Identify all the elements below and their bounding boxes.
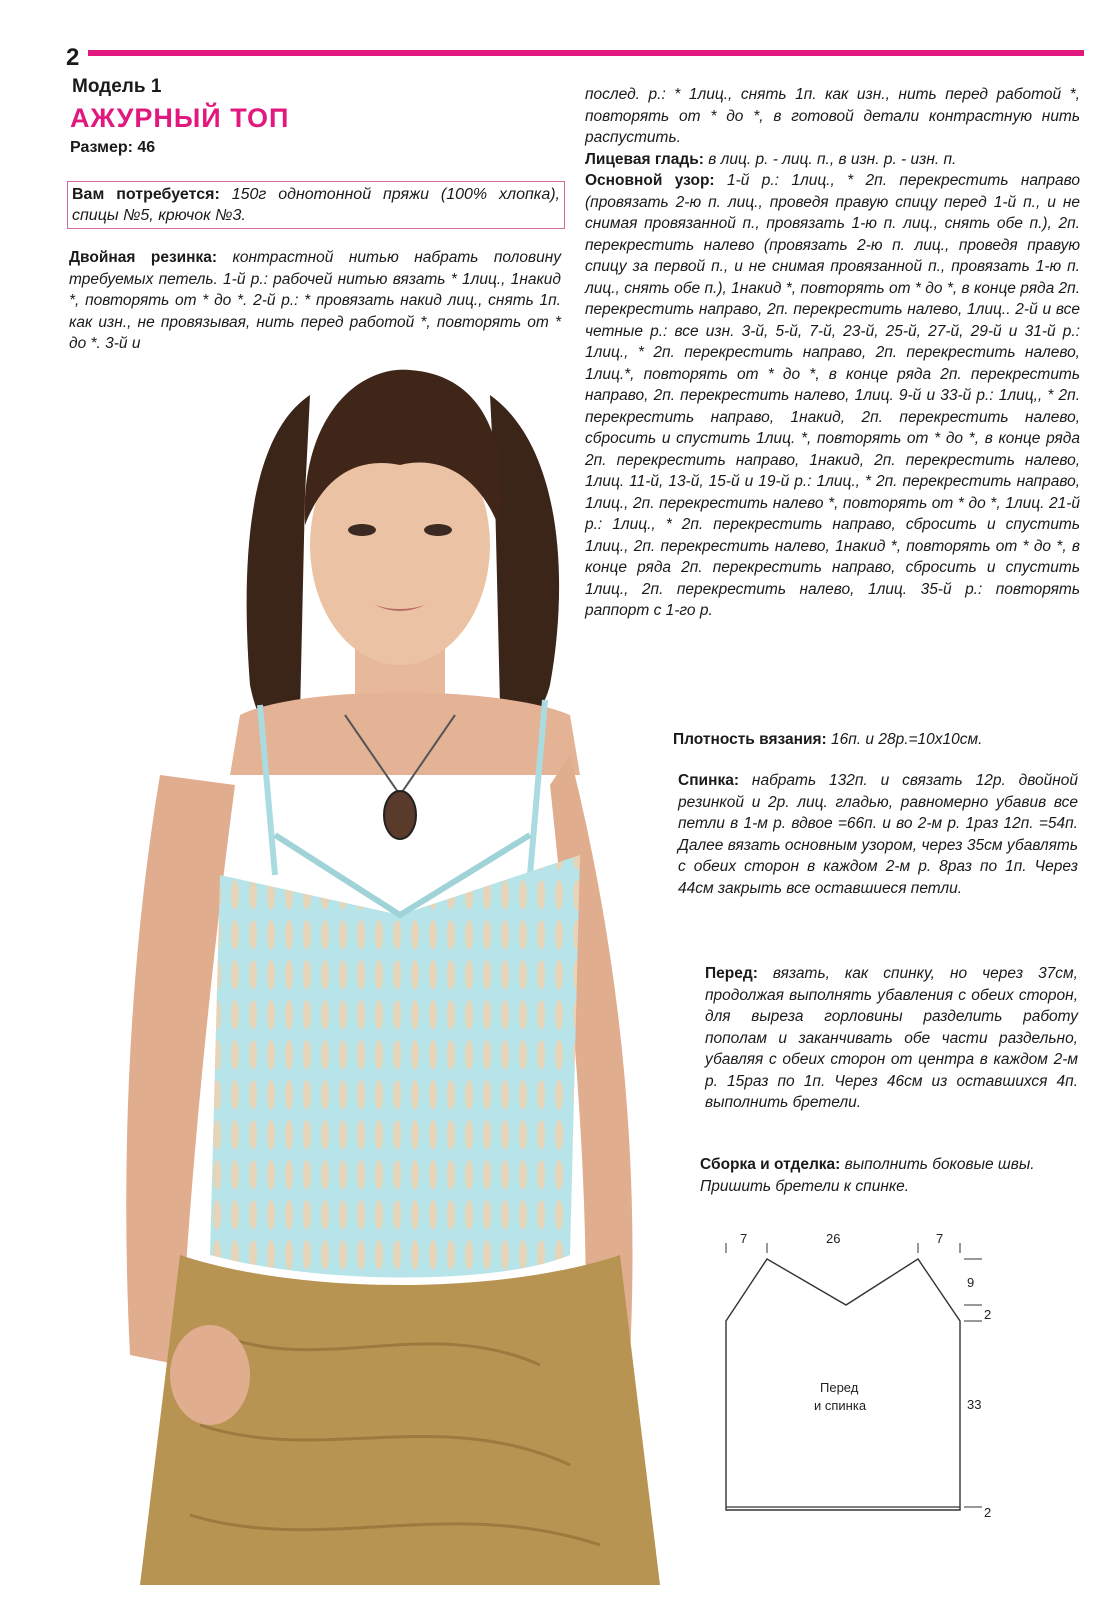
dim-neck-width: 26 bbox=[826, 1231, 841, 1246]
right-eye bbox=[424, 524, 452, 536]
front-text: вязать, как спинку, но через 37см, продолжая выполнять убавления с обеих сторон, для выреза горловины разделить работу пополам и заканчивать обе части раздельно, убавляя с обеих сторон от центра в каждом 2-м р. 15раз по 1п. Через 46см из оставшихся 4п. выполнить бретели. bbox=[705, 965, 1078, 1111]
pendant bbox=[384, 791, 416, 839]
dim-armhole-step: 2 bbox=[984, 1307, 992, 1322]
model-label: Модель 1 bbox=[72, 76, 162, 97]
header-rule bbox=[88, 50, 1084, 56]
dim-rib-height: 2 bbox=[984, 1505, 992, 1520]
front-paragraph bbox=[705, 963, 1078, 1114]
hair-back bbox=[247, 395, 310, 732]
page-number: 2 bbox=[66, 44, 80, 71]
main-pattern-text: 1-й р.: 1лиц., * 2п. перекрестить направо (провязать 2-ю п. лиц., проведя правую спицу перед 1-й п., и не снимая провязанной п., провязать 1-ю п. лиц., снять обе п.), 2п. перекрестить налево (провязать 2-ю п. лиц., проведя правую спицу за первой п., и не снимая провязанной п., провязать 1-ю п. лиц., снять обе п.), 1накид *, повторять от * до *, в конце ряда 2п. перекрестить направо, 2п. перекрестить налево, 1лиц.. 2-й и все четные р.: все изн. 3-й, 5-й, 7-й, 23-й, 25-й, 27-й, 29-й и 31-й р.: 1лиц., * 2п. перекрестить направо, 2п. перекрестить налево, 1лиц.*, повторять от * до *, в конце ряда 2п. перекрестить направо, 2п. перекрестить налево, 1лиц. 9-й и 33-й р.: 1лиц,, * 2п. перекрестить направо, 1накид, 2п. перекрестить налево, сбросить и спустить 1лиц. *, повторять от * до *, в конце ряда 2п. перекрестить направо, 1накид, 2п. перекрестить налево, 1лиц. 11-й, 13-й, 15-й и 19-й р.: 1лиц., * 2п. перекрестить направо, 1лиц., 2п. перекрестить налево *, повторять от * до *, 1лиц. 21-й р.: 1лиц., * 2п. перекрестить направо, сбросить и спустить 1лиц., 2п. перекрестить налево, 1накид *, повторять от * до *, в конце ряда 2п. перекрестить направо, сбросить и спустить 1лиц., 2п. перекрестить налево, 1лиц. 35-й р.: повторять раппорт с 1-го р. bbox=[585, 172, 1080, 619]
hair-back-right bbox=[490, 395, 559, 722]
skin-shoulders bbox=[230, 693, 580, 776]
assembly-text: выполнить боковые швы. Пришить бретели к спинке. bbox=[700, 1156, 1035, 1195]
dim-neck-depth: 9 bbox=[967, 1275, 975, 1290]
back-paragraph bbox=[678, 770, 1078, 899]
double-rib-label: Двойная резинка: bbox=[69, 249, 218, 266]
pattern-schematic bbox=[720, 1225, 1040, 1545]
size-label: Размер: bbox=[70, 139, 133, 156]
schematic-label-line1: Перед bbox=[820, 1380, 859, 1395]
back-text: набрать 132п. и связать 12р. двойной резинкой и 2р. лиц. гладью, равномерно убавив все петли в 1-м р. вдвое =66п. и во 2-м р. 1раз 12п. =54п. Далее вязать основным узором, через 35см убавлять с обеих сторон в каждом 2-м р. 8раз по 1п. Через 44см закрыть все оставшиеся петли. bbox=[678, 772, 1078, 897]
gauge-text: 16п. и 28р.=10x10см. bbox=[831, 731, 983, 748]
stockinette-text: в лиц. р. - лиц. п., в изн. р. - изн. п. bbox=[708, 151, 957, 168]
materials-box bbox=[67, 181, 565, 229]
double-rib-continuation: послед. р.: * 1лиц., снять 1п. как изн., нить перед работой *, повторять от * до *, в готовой детали контрастную нить распустить. bbox=[585, 86, 1080, 146]
model-photo bbox=[100, 355, 700, 1585]
gauge-label: Плотность вязания: bbox=[673, 731, 827, 748]
materials-text: 150г однотонной пряжи (100% хлопка), спицы №5, крючок №3. bbox=[72, 186, 561, 224]
double-rib-text: контрастной нитью набрать половину требуемых петель. 1-й р.: рабочей нитью вязать * 1лиц., 1накид *, повторять от * до *. 2-й р.: * провязать накид лиц., снять 1п. как изн., не провязывая, нить перед работой *, повторять от * до *. 3-й и bbox=[69, 249, 562, 353]
dim-body-height: 33 bbox=[967, 1397, 982, 1412]
assembly-label: Сборка и отделка: bbox=[700, 1156, 841, 1173]
materials-label: Вам потребуется: bbox=[72, 186, 220, 203]
double-rib-paragraph bbox=[69, 247, 561, 355]
dim-top-left: 7 bbox=[740, 1231, 748, 1246]
front-label: Перед: bbox=[705, 965, 758, 982]
left-eye bbox=[348, 524, 376, 536]
gauge-paragraph bbox=[673, 729, 1068, 751]
page-title: АЖУРНЫЙ ТОП bbox=[70, 103, 290, 133]
size-line bbox=[70, 139, 155, 157]
stockinette-label: Лицевая гладь: bbox=[585, 151, 704, 168]
lace-top bbox=[210, 855, 580, 1278]
stockinette-paragraph bbox=[585, 149, 1080, 171]
main-pattern-label: Основной узор: bbox=[585, 172, 715, 189]
schematic-label-line2: и спинка bbox=[814, 1398, 867, 1413]
size-value: 46 bbox=[137, 139, 156, 156]
back-label: Спинка: bbox=[678, 772, 739, 789]
left-hand bbox=[170, 1325, 250, 1425]
dim-top-right: 7 bbox=[936, 1231, 944, 1246]
assembly-paragraph bbox=[700, 1154, 1078, 1197]
